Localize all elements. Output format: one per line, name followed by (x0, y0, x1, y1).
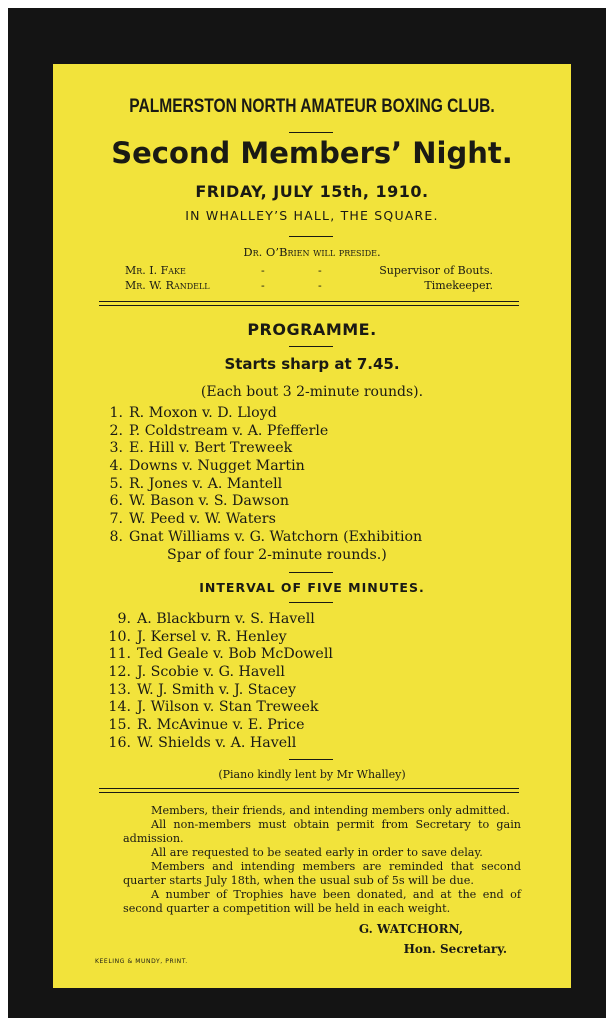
bout-number: 8. (109, 529, 123, 545)
official-dash: - (318, 264, 322, 277)
start-time: Starts sharp at 7.45. (224, 355, 400, 373)
club-name: PALMERSTON NORTH AMATEUR BOXING CLUB. (129, 96, 495, 117)
divider-short (289, 346, 333, 347)
bout-pairing: Downs v. Nugget Martin (129, 458, 305, 474)
bout-pairing: P. Coldstream v. A. Pfefferle (129, 423, 329, 439)
event-date: FRIDAY, JULY 15th, 1910. (195, 182, 429, 201)
bout-number: 9. (117, 611, 131, 627)
bout-pairing: W. J. Smith v. J. Stacey (137, 682, 296, 698)
presiding-note: Dr. O’Brien will preside. (243, 245, 381, 259)
poster-frame (8, 8, 606, 1018)
signatory-title: Hon. Secretary. (403, 942, 507, 956)
official-role: Timekeeper. (424, 279, 493, 292)
notice-paragraph: All non-members must obtain permit from Secretary to gain admission. (123, 818, 521, 845)
bout-number: 5. (109, 476, 123, 492)
bout-pairing: E. Hill v. Bert Treweek (129, 440, 293, 456)
bout-number: 7. (109, 511, 123, 527)
bout-entry (107, 664, 285, 680)
bout-number: 14. (108, 699, 131, 715)
divider-short (289, 572, 333, 573)
event-venue: IN WHALLEY’S HALL, THE SQUARE. (185, 208, 439, 223)
double-rule (99, 305, 519, 306)
official-dash: - (261, 264, 265, 277)
divider-short (289, 236, 333, 237)
bout-entry (99, 476, 282, 492)
bout-number: 2. (109, 423, 123, 439)
bout-number: 10. (108, 629, 131, 645)
bout-pairing: R. Jones v. A. Mantell (129, 476, 283, 492)
bout-entry (99, 529, 422, 545)
official-dash: - (318, 279, 322, 292)
bout-pairing: J. Wilson v. Stan Treweek (137, 699, 319, 715)
bout-entry (107, 646, 333, 662)
interval-heading: INTERVAL OF FIVE MINUTES. (199, 580, 425, 595)
double-rule (99, 792, 519, 793)
notices-block (123, 804, 521, 916)
bout-pairing: Ted Geale v. Bob McDowell (137, 646, 333, 662)
bout-number: 12. (108, 664, 131, 680)
bout-pairing: W. Bason v. S. Dawson (129, 493, 289, 509)
bout-entry (99, 423, 328, 439)
printer-imprint: KEELING & MUNDY, PRINT. (95, 958, 188, 965)
bout-entry (99, 405, 277, 421)
divider-short (289, 602, 333, 603)
bout-number: 6. (109, 493, 123, 509)
bout-pairing: J. Scobie v. G. Havell (137, 664, 285, 680)
bout-number: 16. (108, 735, 131, 751)
notice-paragraph: All are requested to be seated early in order to save delay. (151, 846, 483, 859)
notice-paragraph: Members and intending members are reminded that second quarter starts July 18th, when the usual sub of 5s will be due. (123, 860, 521, 887)
bout-entry (99, 458, 305, 474)
bout-entry (107, 611, 315, 627)
bout-entry (99, 511, 276, 527)
programme-heading: PROGRAMME. (247, 320, 377, 339)
bout-pairing: W. Shields v. A. Havell (137, 735, 297, 751)
divider-short (289, 132, 333, 133)
rounds-note: (Each bout 3 2-minute rounds). (200, 384, 424, 400)
official-name: Mr. W. Randell (125, 279, 210, 292)
bout-pairing: J. Kersel v. R. Henley (137, 629, 287, 645)
bout-entry (107, 682, 296, 698)
notice-paragraph: Members, their friends, and intending members only admitted. (151, 804, 510, 817)
official-dash: - (261, 279, 265, 292)
bout-pairing: Gnat Williams v. G. Watchorn (Exhibition (129, 529, 423, 545)
piano-note: (Piano kindly lent by Mr Whalley) (218, 768, 406, 781)
bout-number: 15. (108, 717, 131, 733)
bout-continuation: Spar of four 2-minute rounds.) (167, 547, 387, 563)
double-rule (99, 788, 519, 789)
bout-entry (99, 493, 289, 509)
double-rule (99, 301, 519, 302)
bout-entry (107, 717, 305, 733)
signatory-name: G. WATCHORN, (358, 922, 463, 936)
notice-paragraph: A number of Trophies have been donated, and at the end of second quarter a competition will be held in each weight. (123, 888, 521, 915)
event-title: Second Members’ Night. (111, 136, 513, 170)
bout-number: 11. (108, 646, 131, 662)
official-name: Mr. I. Fake (125, 264, 186, 277)
bout-entry (107, 699, 319, 715)
bout-number: 1. (109, 405, 123, 421)
bout-number: 13. (108, 682, 131, 698)
bout-pairing: A. Blackburn v. S. Havell (137, 611, 315, 627)
bout-entry (107, 735, 296, 751)
official-role: Supervisor of Bouts. (379, 264, 493, 277)
bout-entry (99, 440, 292, 456)
bout-pairing: W. Peed v. W. Waters (129, 511, 276, 527)
bout-entry (107, 629, 287, 645)
bout-pairing: R. McAvinue v. E. Price (137, 717, 305, 733)
bout-number: 4. (109, 458, 123, 474)
poster-sheet (53, 64, 571, 988)
bout-pairing: R. Moxon v. D. Lloyd (129, 405, 277, 421)
bout-number: 3. (109, 440, 123, 456)
divider-short (289, 759, 333, 760)
